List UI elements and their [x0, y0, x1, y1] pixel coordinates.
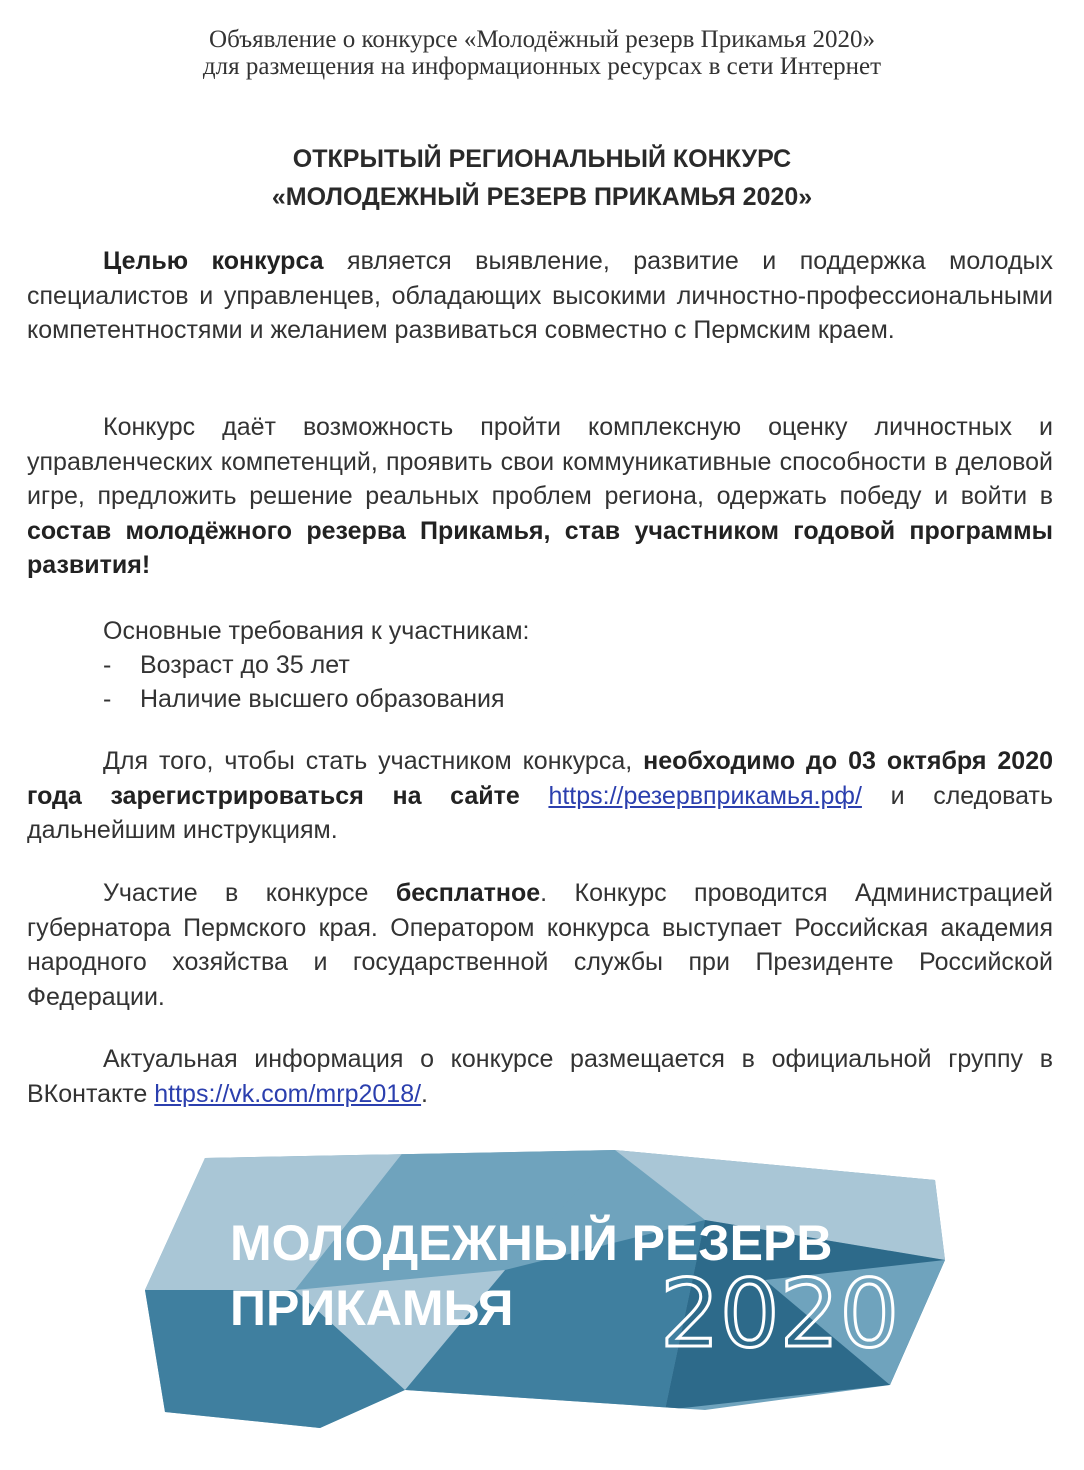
registration-text: Для того, чтобы стать участником конкурса,	[103, 747, 644, 775]
logo-title-line-1: МОЛОДЕЖНЫЙ РЕЗЕРВ	[230, 1215, 833, 1271]
participation-text: Участие в конкурсе	[103, 879, 396, 907]
requirements-lead: Основные требования к участникам:	[103, 617, 530, 645]
logo-title-line-2: ПРИКАМЬЯ	[230, 1280, 514, 1336]
header-line-2: для размещения на информационных ресурсах в сети Интернет	[202, 53, 882, 80]
requirement-age: Возраст до 35 лет	[140, 651, 350, 679]
participation-bold: бесплатное	[395, 879, 541, 907]
paragraph-goal	[27, 244, 1053, 348]
participation-tail: . Конкурс проводится Администрацией губернатора Пермского края. Оператором конкурса выступает Российская академия народного хозяйства и государственной службы при Президенте Российской Федерации.	[27, 879, 1054, 1011]
contest-logo	[145, 1150, 945, 1430]
logo-year: 2020	[660, 1260, 900, 1369]
opportunity-bold: состав молодёжного резерва Прикамья, став участником годовой программы развития!	[27, 516, 1053, 579]
requirements-list	[27, 614, 1053, 716]
list-item	[27, 682, 1053, 716]
paragraph-registration	[27, 744, 1053, 848]
header-line-1: Объявление о конкурсе «Молодёжный резерв Прикамья 2020»	[209, 26, 875, 53]
info-text: Актуальная информация о конкурсе размещается в официальной группу в ВКонтакте	[27, 1045, 1053, 1108]
document-title	[0, 140, 1084, 216]
goal-bold: Целью конкурса	[103, 247, 324, 275]
info-tail: .	[421, 1079, 428, 1108]
list-dash: -	[103, 685, 112, 713]
paragraph-participation	[27, 876, 1053, 1014]
registration-bold: необходимо до 03 октября 2020 года зарегистрироваться на сайте	[27, 747, 1054, 810]
registration-link[interactable]: https://резервприкамья.рф/	[548, 781, 862, 810]
title-line-1: ОТКРЫТЫЙ РЕГИОНАЛЬНЫЙ КОНКУРС	[292, 145, 792, 173]
document-header-note	[0, 26, 1084, 80]
registration-tail: и следовать дальнейшим инструкциям.	[27, 781, 1053, 844]
vk-link[interactable]: https://vk.com/mrp2018/	[154, 1079, 422, 1108]
list-item	[27, 648, 1053, 682]
goal-text: является выявление, развитие и поддержка молодых специалистов и управленцев, обладающих высокими личностно-профессиональными компетентностями и желанием развиваться совместно с Пермским краем.	[27, 247, 1054, 344]
requirement-education: Наличие высшего образования	[140, 685, 505, 713]
opportunity-text: Конкурс даёт возможность пройти комплексную оценку личностных и управленческих компетенций, проявить свои коммуникативные способности в деловой игре, предложить решение реальных проблем региона, одержать победу и войти в	[27, 413, 1053, 510]
list-dash: -	[103, 651, 112, 679]
paragraph-opportunity	[27, 410, 1053, 583]
title-line-2: «МОЛОДЕЖНЫЙ РЕЗЕРВ ПРИКАМЬЯ 2020»	[271, 183, 813, 211]
paragraph-info	[27, 1042, 1053, 1111]
